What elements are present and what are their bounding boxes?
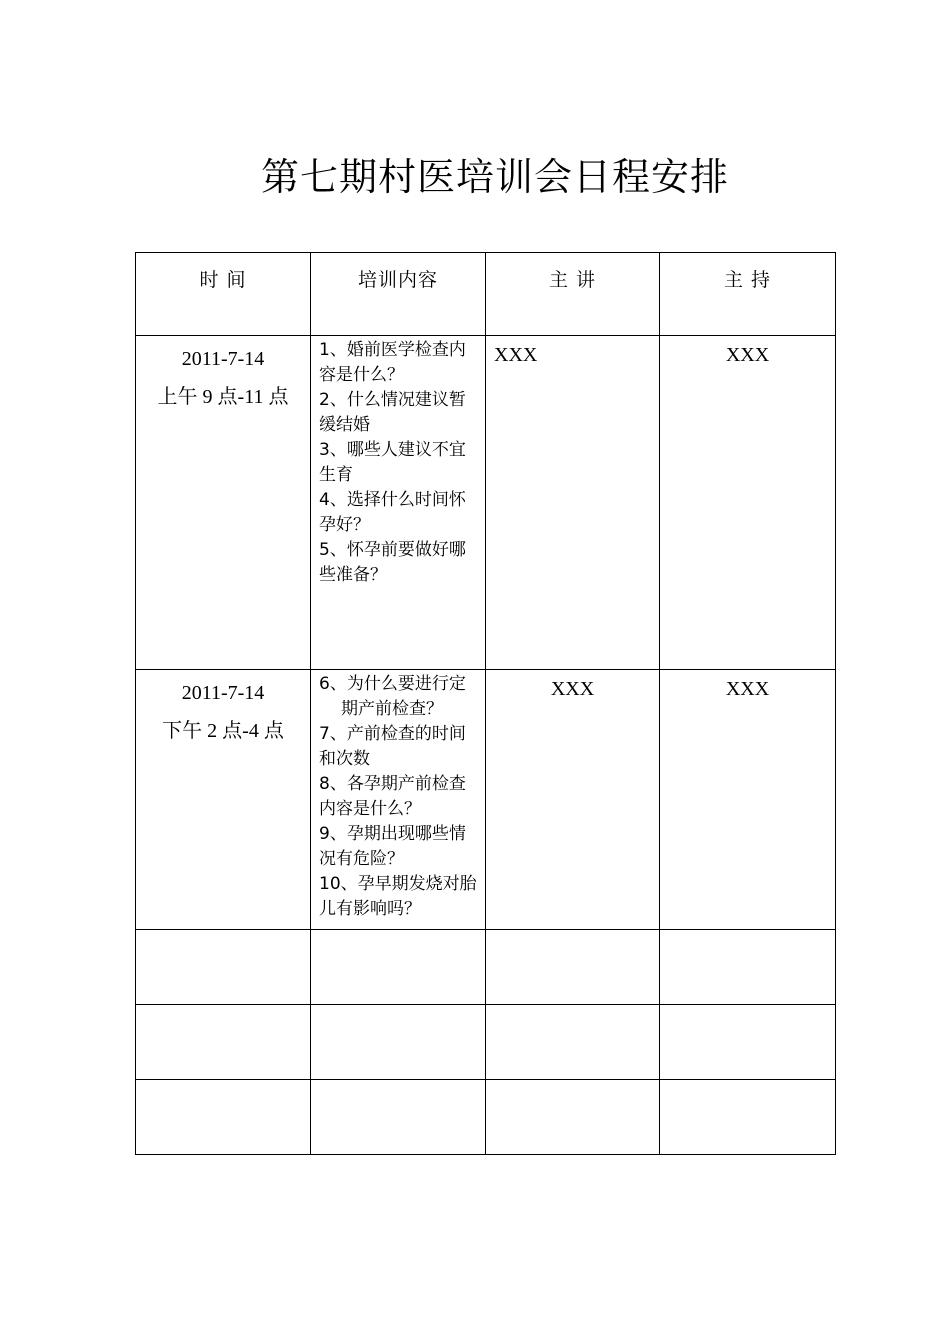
empty-row	[136, 930, 836, 1005]
table-header-row	[136, 253, 836, 336]
empty-cell	[660, 1080, 836, 1155]
empty-cell	[136, 1005, 311, 1080]
empty-cell	[486, 1080, 660, 1155]
content-item: 4、选择什么时间怀孕好？	[319, 490, 466, 535]
content-item: 期产前检查？	[341, 699, 443, 719]
content-item: 9、孕期出现哪些情况有危险？	[319, 824, 466, 869]
content-item: 8、各孕期产前检查内容是什么？	[319, 774, 466, 819]
session-period: 上午 9 点-11 点	[157, 386, 289, 408]
header-host: 主 持	[660, 253, 836, 336]
schedule-table	[135, 252, 836, 1155]
content-item: 7、产前检查的时间和次数	[319, 724, 466, 769]
empty-cell	[486, 930, 660, 1005]
speaker-cell: XXX	[486, 670, 660, 930]
content-item: 2、什么情况建议暂缓结婚	[319, 390, 466, 435]
table-row	[136, 336, 836, 670]
header-time: 时 间	[136, 253, 311, 336]
content-cell	[311, 336, 486, 670]
table-row	[136, 670, 836, 930]
session-period: 下午 2 点-4 点	[162, 720, 284, 742]
header-speaker: 主 讲	[486, 253, 660, 336]
content-item: 6、为什么要进行定	[319, 674, 466, 694]
content-item: 3、哪些人建议不宜生育	[319, 440, 466, 485]
session-date: 2011-7-14	[181, 682, 265, 704]
empty-cell	[486, 1005, 660, 1080]
time-cell	[136, 336, 311, 670]
empty-row	[136, 1005, 836, 1080]
speaker-cell: XXX	[486, 336, 660, 670]
empty-cell	[311, 930, 486, 1005]
empty-row	[136, 1080, 836, 1155]
empty-cell	[311, 1005, 486, 1080]
content-item: 1、婚前医学检查内容是什么？	[319, 340, 466, 385]
time-cell	[136, 670, 311, 930]
host-cell: XXX	[660, 670, 836, 930]
host-cell: XXX	[660, 336, 836, 670]
session-date: 2011-7-14	[181, 348, 265, 370]
empty-cell	[660, 930, 836, 1005]
empty-cell	[660, 1005, 836, 1080]
empty-cell	[136, 1080, 311, 1155]
empty-cell	[311, 1080, 486, 1155]
content-item: 5、怀孕前要做好哪些准备？	[319, 540, 466, 585]
header-content: 培训内容	[311, 253, 486, 336]
content-cell	[311, 670, 486, 930]
page-title: 第七期村医培训会日程安排	[260, 155, 729, 199]
empty-cell	[136, 930, 311, 1005]
content-item: 10、孕早期发烧对胎儿有影响吗？	[319, 874, 477, 919]
